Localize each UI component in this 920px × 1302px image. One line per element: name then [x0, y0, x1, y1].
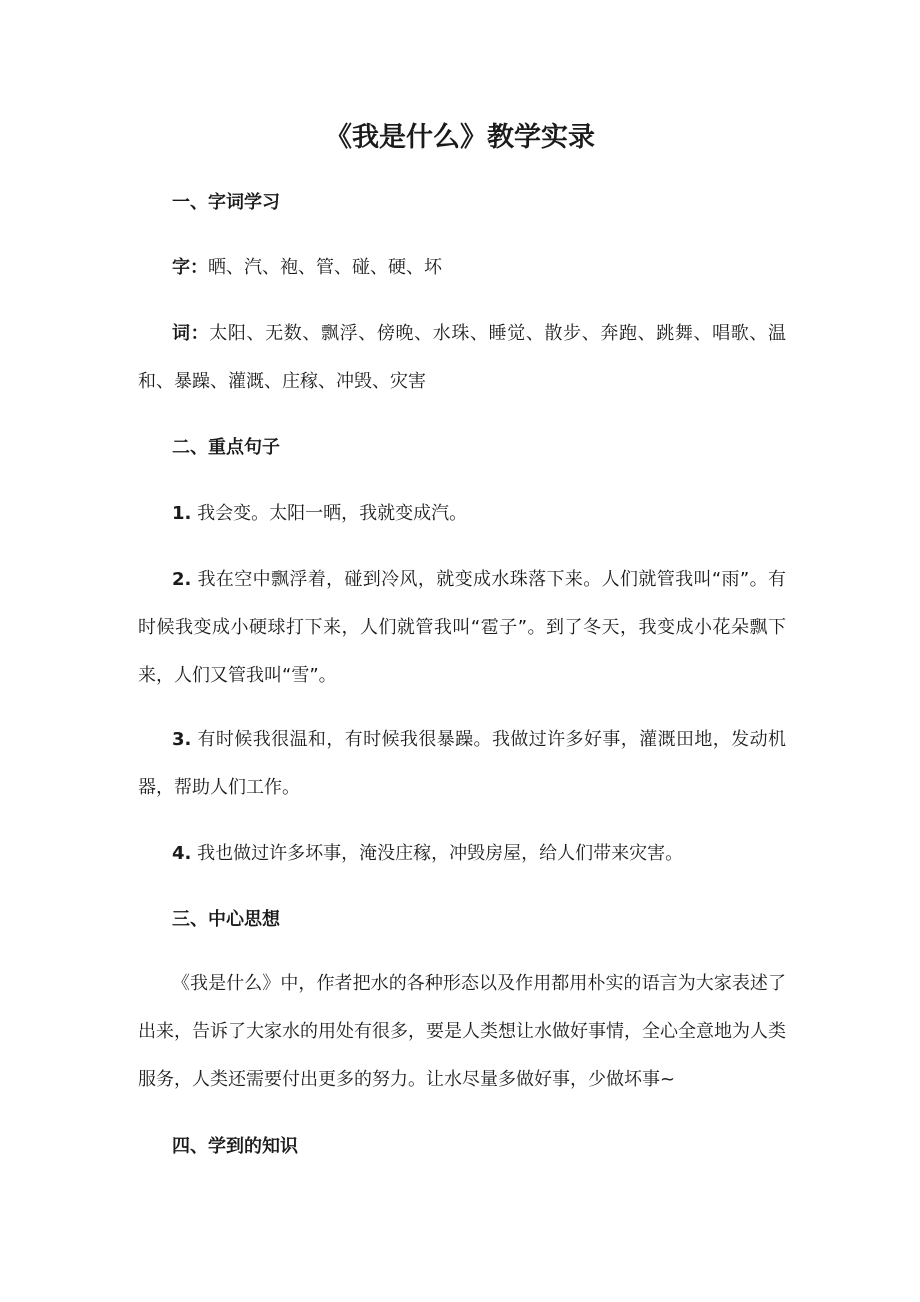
sentence-item	[138, 716, 786, 812]
sentence-text: 有时候我很温和，有时候我很暴躁。我做过许多好事，灌溉田地，发动机器，帮助人们工作。	[138, 729, 786, 798]
characters-label: 字：	[172, 257, 208, 278]
sentence-number: 2.	[172, 569, 192, 590]
words-label: 词：	[172, 323, 210, 344]
sentence-text: 我也做过许多坏事，淹没庄稼，冲毁房屋，给人们带来灾害。	[197, 843, 684, 864]
words-paragraph	[138, 310, 786, 406]
sentence-item	[138, 490, 786, 538]
sentence-item	[138, 830, 786, 878]
section-heading-key-sentences: 二、重点句子	[172, 437, 280, 458]
characters-text: 晒、汽、袍、管、碰、硬、坏	[208, 257, 442, 278]
words-text: 太阳、无数、飘浮、傍晚、水珠、睡觉、散步、奔跑、跳舞、唱歌、温和、暴躁、灌溉、庄稼、冲毁、灾害	[138, 323, 786, 392]
characters-paragraph	[138, 244, 786, 292]
sentence-text: 我会变。太阳一晒，我就变成汽。	[197, 503, 468, 524]
sentence-number: 3.	[172, 729, 192, 750]
sentence-text: 我在空中飘浮着，碰到冷风，就变成水珠落下来。人们就管我叫“雨”。有时候我变成小硬球打下来，人们就管我叫“雹子”。到了冬天，我变成小花朵飘下来，人们又管我叫“雪”。	[138, 569, 786, 686]
sentence-item	[138, 556, 786, 700]
document-title: 《我是什么》教学实录	[325, 122, 595, 153]
section-heading-knowledge-learned: 四、学到的知识	[172, 1136, 298, 1157]
sentence-number: 1.	[172, 503, 192, 524]
central-idea-paragraph: 《我是什么》中，作者把水的各种形态以及作用都用朴实的语言为大家表述了出来，告诉了大家水的用处有很多，要是人类想让水做好事情，全心全意地为人类服务，人类还需要付出更多的努力。让水尽量多做好事，少做坏事~	[138, 973, 786, 1090]
section-heading-central-idea: 三、中心思想	[172, 909, 280, 930]
section-heading-vocabulary: 一、字词学习	[172, 192, 280, 213]
sentence-number: 4.	[172, 843, 192, 864]
